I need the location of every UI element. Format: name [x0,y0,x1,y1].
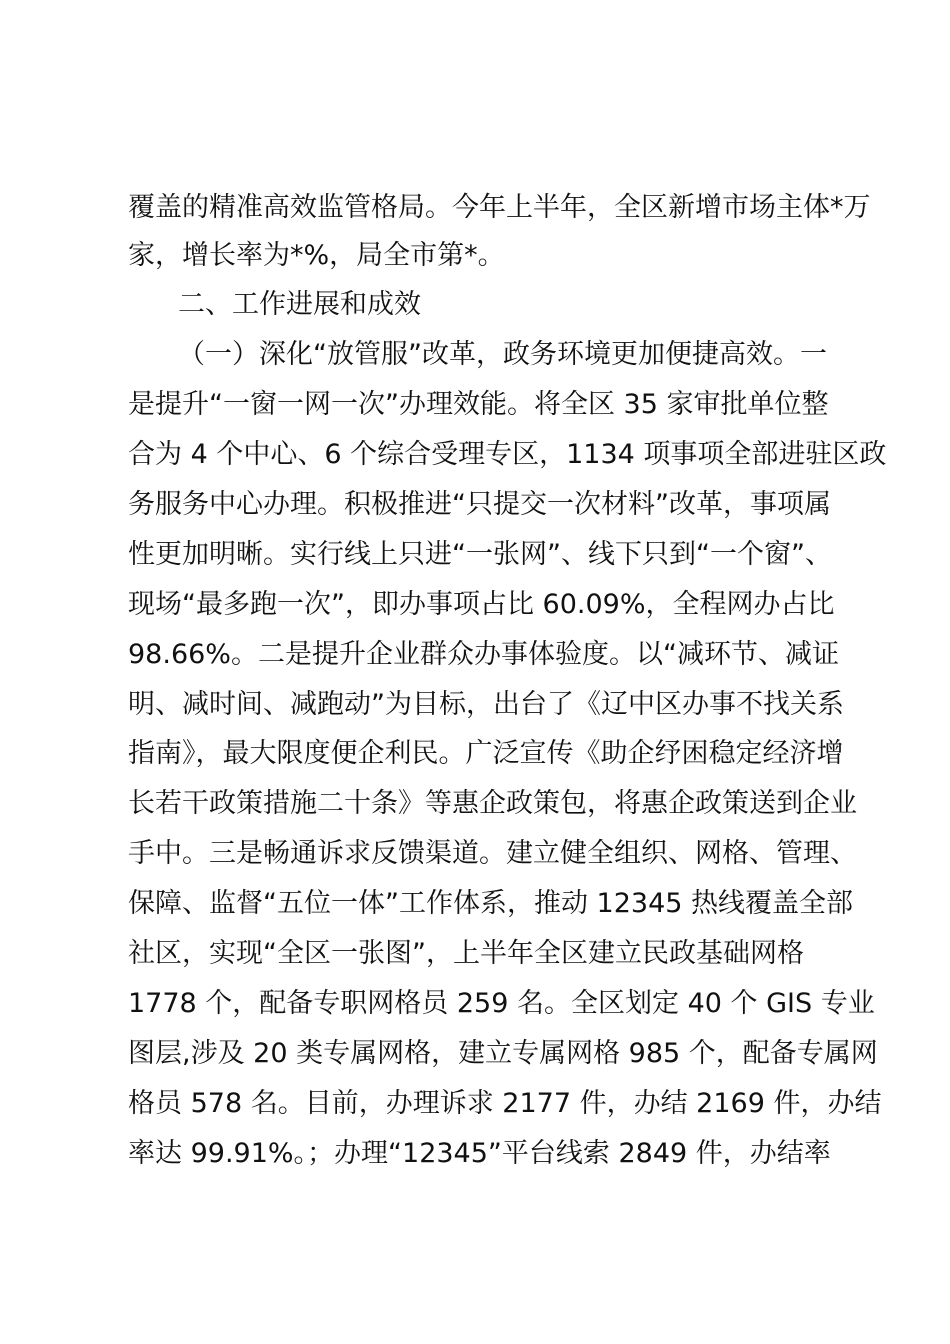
text-line-18: 图层,涉及 20 类专属网格，建立专属网格 985 个，配备专属网 [128,1038,878,1069]
text-line-5: 是提升“一窗一网一次”办理效能。将全区 35 家审批单位整 [128,389,829,420]
section-heading: 二、工作进展和成效 [178,289,421,320]
text-line-14: 手中。三是畅通诉求反馈渠道。建立健全组织、网格、管理、 [128,838,857,869]
text-line-10: 98.66%。二是提升企业群众办事体验度。以“减环节、减证 [128,639,839,670]
text-line-7: 务服务中心办理。积极推进“只提交一次材料”改革，事项属 [128,489,831,520]
text-line-1: 覆盖的精准高效监管格局。今年上半年，全区新增市场主体*万 [128,192,871,223]
text-line-15: 保障、监督“五位一体”工作体系，推动 12345 热线覆盖全部 [128,888,854,919]
text-line-20: 率达 99.91%。；办理“12345”平台线索 2849 件，办结率 [128,1138,831,1169]
text-line-6: 合为 4 个中心、6 个综合受理专区，1134 项事项全部进驻区政 [128,439,887,470]
text-line-17: 1778 个，配备专职网格员 259 名。全区划定 40 个 GIS 专业 [128,988,875,1019]
text-line-8: 性更加明晰。实行线上只进“一张网”、线下只到“一个窗”、 [128,539,832,570]
subsection-heading-line: （一）深化“放管服”改革，政务环境更加便捷高效。一 [178,339,827,370]
text-line-12: 指南》，最大限度便企利民。广泛宣传《助企纾困稳定经济增 [128,738,844,769]
text-line-2: 家，增长率为*%，局全市第*。 [128,240,505,271]
text-line-11: 明、减时间、减跑动”为目标，出台了《辽中区办事不找关系 [128,689,844,720]
text-line-13: 长若干政策措施二十条》等惠企政策包，将惠企政策送到企业 [128,788,857,819]
text-line-19: 格员 578 名。目前，办理诉求 2177 件，办结 2169 件，办结 [128,1088,882,1119]
text-line-16: 社区，实现“全区一张图”，上半年全区建立民政基础网格 [128,938,804,969]
text-line-9: 现场“最多跑一次”，即办事项占比 60.09%，全程网办占比 [128,589,835,620]
